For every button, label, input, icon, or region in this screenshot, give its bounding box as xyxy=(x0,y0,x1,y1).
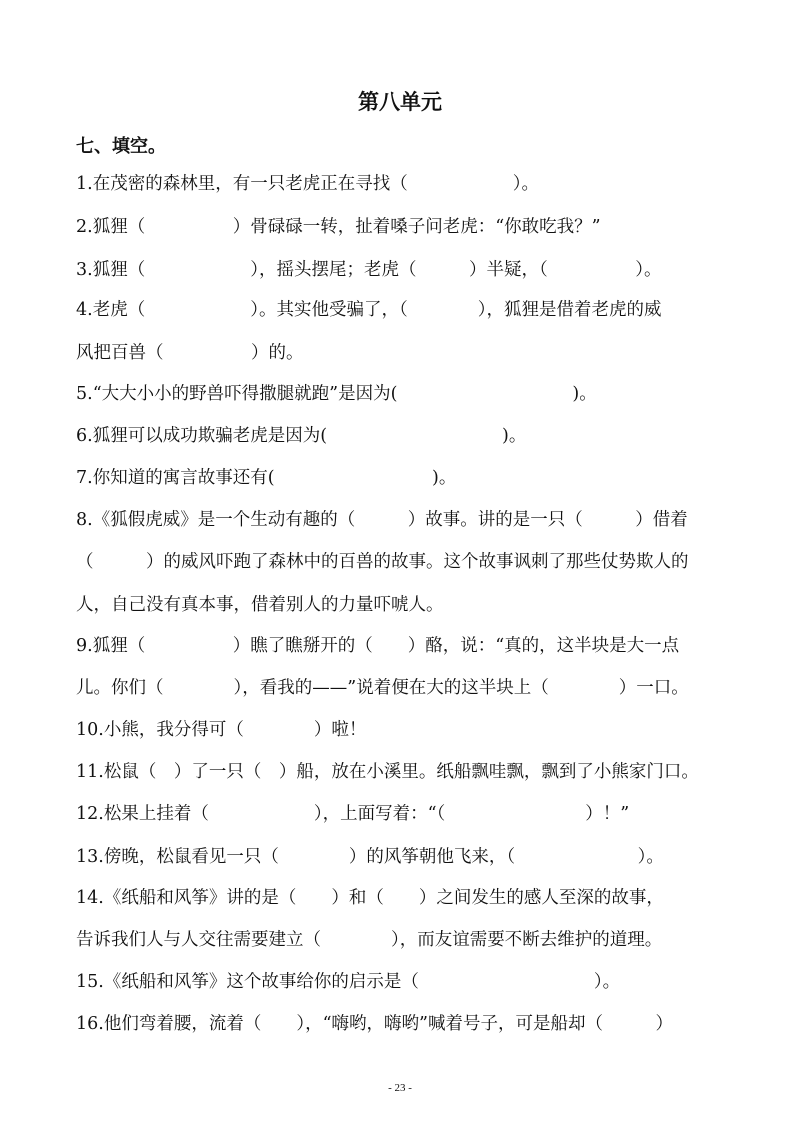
question-line: 1.在茂密的森林里，有一只老虎正在寻找（ ）。 xyxy=(76,174,539,194)
question-line: 6.狐狸可以成功欺骗老虎是因为( )。 xyxy=(76,426,527,446)
question-line: 风把百兽（ ）的。 xyxy=(76,343,304,363)
page-number: - 23 - xyxy=(388,1082,412,1094)
question-line: 7.你知道的寓言故事还有( )。 xyxy=(76,468,457,488)
question-line: 8.《狐假虎威》是一个生动有趣的（ ）故事。讲的是一只（ ）借着 xyxy=(76,510,688,530)
question-line: 10.小熊，我分得可（ ）啦！ xyxy=(76,720,367,740)
question-line: 3.狐狸（ ），摇头摆尾；老虎（ ）半疑，（ ）。 xyxy=(76,260,662,280)
question-line: 14.《纸船和风筝》讲的是（ ）和（ ）之间发生的感人至深的故事， xyxy=(76,888,664,908)
question-line: 11.松鼠（ ）了一只（ ）船，放在小溪里。纸船飘哇飘，飘到了小熊家门口。 xyxy=(76,762,699,782)
question-line: 13.傍晚，松鼠看见一只（ ）的风筝朝他飞来，（ ）。 xyxy=(76,847,664,867)
section-heading: 七、填空。 xyxy=(76,136,166,157)
question-line: 16.他们弯着腰，流着（ ），“嗨哟，嗨哟”喊着号子，可是船却（ ） xyxy=(76,1014,673,1034)
question-line: 2.狐狸（ ）骨碌碌一转，扯着嗓子问老虎：“你敢吃我？” xyxy=(76,217,601,237)
question-line: 15.《纸船和风筝》这个故事给你的启示是（ ）。 xyxy=(76,972,621,992)
question-line: 告诉我们人与人交往需要建立（ ），而友谊需要不断去维护的道理。 xyxy=(76,930,663,950)
question-line: （ ）的威风吓跑了森林中的百兽的故事。这个故事讽刺了那些仗势欺人的 xyxy=(76,552,689,572)
question-line: 9.狐狸（ ）瞧了瞧掰开的（ ）酪，说：“真的，这半块是大一点 xyxy=(76,636,680,656)
unit-title: 第八单元 xyxy=(358,90,442,114)
question-line: 12.松果上挂着（ ），上面写着：“（ ）！” xyxy=(76,804,630,824)
question-line: 5.“大大小小的野兽吓得撒腿就跑”是因为( )。 xyxy=(76,384,597,404)
question-line: 儿。你们（ ），看我的——”说着便在大的这半块上（ ）一口。 xyxy=(76,678,689,698)
question-line: 人，自己没有真本事，借着别人的力量吓唬人。 xyxy=(76,595,444,615)
question-line: 4.老虎（ ）。其实他受骗了，（ ），狐狸是借着老虎的威 xyxy=(76,300,662,320)
